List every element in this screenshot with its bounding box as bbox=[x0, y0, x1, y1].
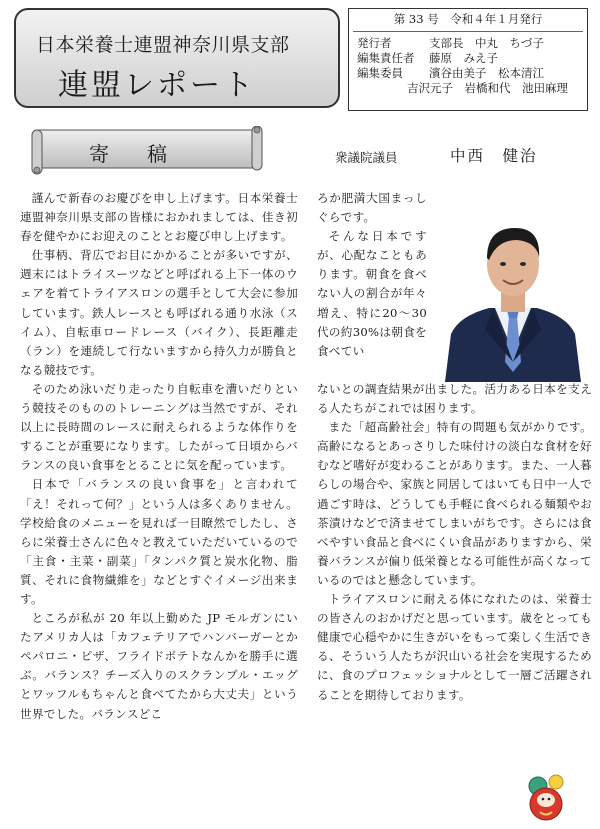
paragraph: 仕事柄、背広でお目にかかることが多いですが、週末にはトライスーツなどと呼ばれる上下一体のウェアを着てトライアスロンの選手として大会に参加しています。鉄人レースとも呼ばれる通り水泳（スイム）、自転車ロードレース（バイク）、長距離走（ラン）を連続して行ないますから持久力が勝負となる競技です。 bbox=[20, 248, 298, 377]
paragraph: 謹んで新春のお慶びを申し上げます。日本栄養士連盟神奈川県支部の皆様におかれましては、佳き初春を健やかにお迎えのこととお慶び申し上げます。 bbox=[20, 191, 298, 244]
divider bbox=[353, 31, 583, 32]
issue-line: 第 33 号 令和４年１月発行 bbox=[393, 12, 543, 26]
daruma-decoration-icon bbox=[518, 770, 574, 822]
article-left-column bbox=[20, 189, 298, 724]
section-label: 寄稿 bbox=[89, 142, 205, 166]
paragraph: ところが私が 20 年以上勤めた JP モルガンにいたアメリカ人は「カフェテリアでハンバーガーとかペパロニ・ピザ、フライドポテトなんかを勝手に選ぶ。バランス？チーズ入りのスクランブル・エッグとワッフルもちゃんと食べてたから大丈夫」という世界でした。バランスどこ bbox=[20, 611, 298, 721]
staff-names: 支部長 中丸 ちづ子 bbox=[429, 36, 544, 50]
org-name: 日本栄養士連盟神奈川県支部 bbox=[36, 34, 290, 56]
staff-names: 吉沢元子 岩橋和代 池田麻理 bbox=[407, 81, 568, 95]
staff-row bbox=[357, 36, 544, 51]
staff-names: 濱谷由美子 松本清江 bbox=[429, 66, 544, 80]
portrait-illustration bbox=[437, 212, 589, 382]
staff-row bbox=[357, 51, 498, 66]
article-right-narrow-column bbox=[317, 189, 427, 361]
paragraph: ろか肥満大国まっしぐらです。 bbox=[317, 191, 427, 225]
issue-info-box bbox=[348, 8, 588, 111]
paragraph: また「超高齢社会」特有の問題も気がかりです。高齢になるとあっさりした味付けの淡白な食材を好むなど嗜好が変わることがあります。また、一人暮らしの場合や、家族と同居してはいても日中一人で過ごす時は、どうしても手軽に食べられる麺類やお茶漬けなどで済ませてしまいがちです。さらには食べやすい食品と食べにくい食品がありますから、栄養バランスが偏り低栄養となる可能性が高くなっているのではと懸念しています。 bbox=[317, 420, 592, 587]
staff-row bbox=[357, 66, 544, 81]
paragraph: トライアスロンに耐える体になれたのは、栄養士の皆さんのおかげだと思っています。歳をとっても健康で心穏やかに生きがいをもって楽しく生活できる、そういう人たちが沢山いる社会を実現するために、食のプロフェッショナルとして一層ご活躍されることを期待しております。 bbox=[317, 592, 592, 702]
article-right-column bbox=[317, 380, 592, 705]
paragraph: ないとの調査結果が出ました。活力ある日本を支える人たちがこれでは困ります。 bbox=[317, 382, 592, 416]
staff-role: 編集委員 bbox=[357, 66, 403, 80]
staff-role: 編集責任者 bbox=[357, 51, 415, 65]
author-title: 衆議院議員 bbox=[335, 150, 398, 165]
staff-row bbox=[407, 81, 568, 96]
newsletter-title: 連盟レポート bbox=[58, 68, 256, 103]
newsletter-header bbox=[14, 8, 340, 108]
daruma-icon bbox=[518, 770, 574, 822]
staff-names: 藤原 みえ子 bbox=[429, 51, 498, 65]
section-banner bbox=[30, 126, 264, 176]
author-name: 中西 健治 bbox=[450, 147, 538, 165]
staff-role: 発行者 bbox=[357, 36, 392, 50]
paragraph: そんな日本ですが、心配なこともあります。朝食を食べない人の割合が年々増え、特に20～30代の約30%は朝食を食べてい bbox=[317, 229, 427, 358]
paragraph: そのため泳いだり走ったり自転車を漕いだりという競技そのもののトレーニングは当然ですが、それ以上に長時間のレースに耐えられるような体作りをすることが重要になります。したがって日頃からバランスの良い食事をとることに気を配っています。 bbox=[20, 381, 298, 473]
paragraph: 日本で「バランスの良い食事を」と言われて「え！それって何？」という人は多くありません。学校給食のメニューを見れば一目瞭然でしたし、さらに栄養士さんに色々と教えていただいているので「主食・主菜・副菜」「タンパク質と炭水化物、脂質、それに食物繊維を」などとすぐイメージ出来ます。 bbox=[20, 477, 298, 606]
author-photo bbox=[437, 212, 589, 382]
